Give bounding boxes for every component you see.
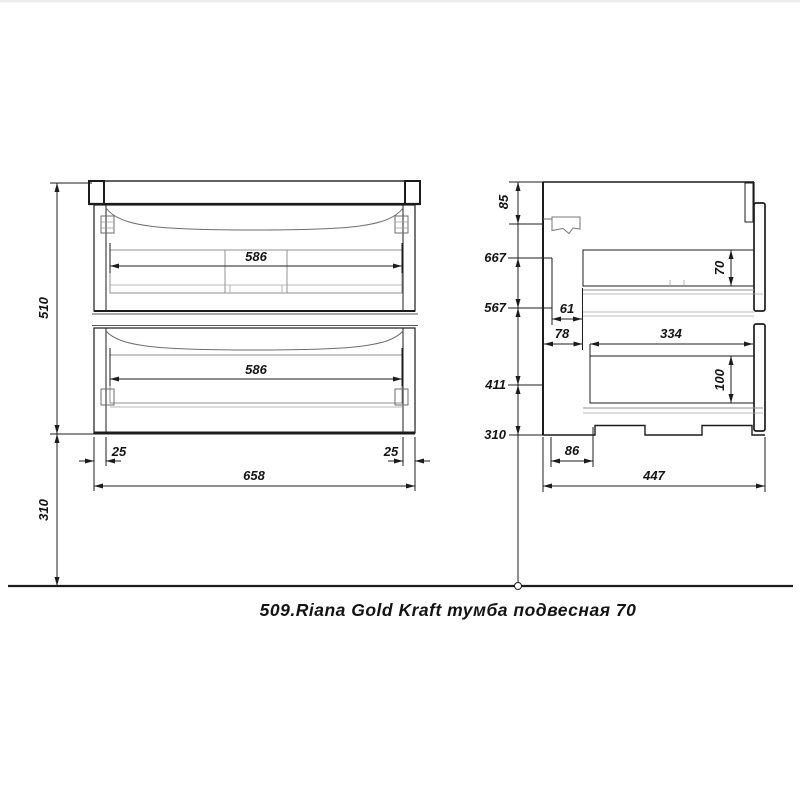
floor-datum-marker (515, 583, 522, 590)
drawer2-front (94, 328, 415, 433)
dim-label-floor-clearance: 310 (36, 499, 51, 521)
dim-label-elevation-411: 411 (485, 377, 506, 392)
top-rail-left-cap (89, 181, 104, 204)
dim-label-overall-depth: 447 (643, 468, 665, 483)
dim-label-elevation-567: 567 (484, 300, 506, 315)
dim-drawer-depth (590, 344, 753, 356)
drawer2-front-panel-side (754, 324, 765, 431)
dim-label-bracket-offset: 85 (496, 194, 511, 210)
handle-recess-curve (106, 331, 403, 350)
dim-label-drawer1-width: 586 (245, 249, 267, 264)
basin-curve (106, 208, 403, 230)
dim-label-overall-width: 658 (243, 468, 265, 483)
dim-label-elevation-667: 667 (484, 250, 506, 265)
drawing-title: 509.Riana Gold Kraft тумба подвесная 70 (259, 600, 637, 620)
top-front-rail-section (745, 183, 753, 222)
drawer1-right-clip (395, 216, 408, 233)
dim-height-chain (50, 183, 96, 586)
drawer2-box-side (583, 356, 763, 413)
dim-label-drawer1-inner-height: 70 (712, 260, 727, 276)
dim-label-right-side: 25 (383, 444, 399, 459)
top-rail-right-cap (405, 181, 420, 204)
page-edge (0, 0, 800, 3)
dim-label-drawer-depth: 334 (660, 326, 682, 341)
drawer1-left-clip (101, 216, 114, 233)
front-view (36, 181, 430, 586)
drawer1-front-panel-side (754, 203, 765, 311)
bottom-profile (543, 426, 765, 436)
dim-label-left-side: 25 (111, 444, 127, 459)
dim-label-drawer1-back-gap: 61 (559, 301, 575, 316)
drawer1-box-side (583, 250, 763, 316)
top-rail (104, 181, 405, 204)
dim-label-back-clearance: 78 (554, 326, 570, 341)
dim-label-drawer2-width: 586 (245, 362, 267, 377)
dim-label-bottom-recess: 86 (564, 443, 580, 458)
mounting-bracket (543, 217, 580, 234)
elevation-chain (508, 182, 552, 590)
dim-label-elevation-310: 310 (484, 427, 506, 442)
dim-label-overall-height: 510 (36, 297, 51, 319)
dim-label-drawer2-inner-height: 100 (712, 369, 727, 391)
side-view (484, 182, 765, 590)
